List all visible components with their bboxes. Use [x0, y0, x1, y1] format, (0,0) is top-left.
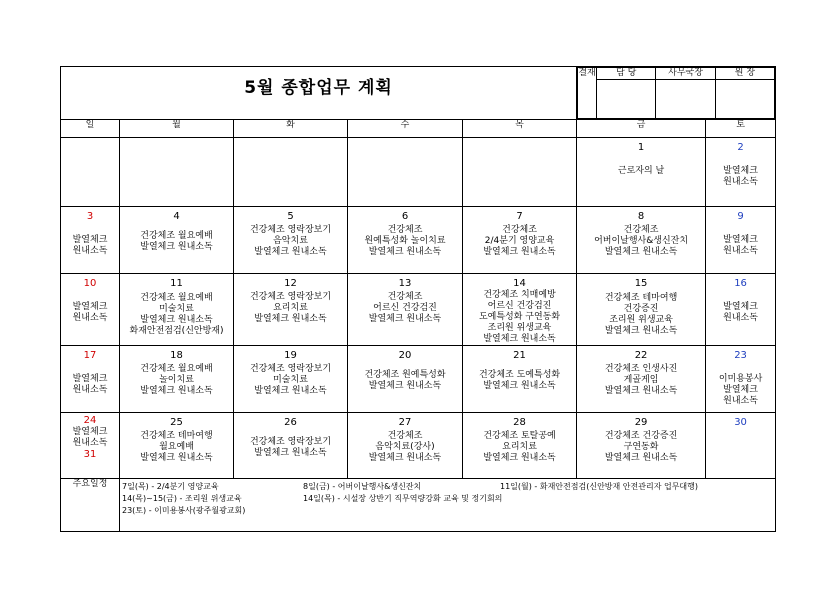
event-item: 건강체조 도예특성화 [478, 370, 561, 380]
day-number: 27 [398, 417, 412, 428]
day-number: 20 [398, 350, 412, 361]
day-cell-mon[interactable] [120, 207, 234, 274]
approval-sign-staff[interactable] [597, 80, 656, 119]
event-item: 건강체조 월요예배 [140, 364, 213, 374]
day-number: 18 [170, 350, 183, 361]
event-item: 원내소독 [72, 313, 108, 323]
event-item: 원내소독 [723, 246, 758, 256]
approval-role-director: 원 장 [715, 68, 774, 80]
notes-line-1 [122, 481, 775, 493]
weekday-tue: 화 [234, 120, 348, 138]
day-number: 16 [734, 278, 747, 289]
spacer [706, 362, 775, 374]
event-item: 발열체크 [723, 166, 758, 176]
event-item: 발열체크 원내소독 [254, 448, 327, 458]
weekday-thu: 목 [463, 120, 577, 138]
weekday-fri: 금 [577, 120, 706, 138]
day-cell-wed[interactable] [348, 413, 463, 479]
event-item: 원내소독 [723, 313, 758, 323]
event-item: 요리치료 [273, 303, 308, 313]
day-number: 23 [734, 350, 747, 361]
event-item: 음악치료 [273, 236, 308, 246]
day-number: 10 [83, 278, 97, 289]
event-item: 구연동화 [623, 442, 659, 452]
day-cell-mon[interactable] [120, 413, 234, 479]
event-item: 발열체크 원내소독 [140, 386, 213, 396]
event-item: 음악치료(강사) [375, 442, 435, 452]
event-item: 건강체조 테마여행 [604, 293, 678, 303]
event-item: 원내소독 [723, 177, 758, 187]
day-cell-thu[interactable] [463, 274, 577, 346]
day-cell-wed[interactable] [348, 346, 463, 413]
day-cell-sun[interactable] [61, 346, 120, 413]
notes-line-3 [122, 505, 775, 517]
day-number: 11 [170, 278, 183, 289]
event-item: 건강체조 건강증진 [604, 431, 678, 441]
event-item: 발열체크 원내소독 [368, 247, 442, 257]
day-cell-tue[interactable] [234, 138, 348, 207]
event-item: 게골게임 [623, 375, 659, 385]
day-cell-tue[interactable] [234, 413, 348, 479]
event-item: 발열체크 [72, 235, 108, 245]
calendar-week-row [61, 346, 776, 413]
event-item: 근로자의 날 [617, 166, 665, 176]
event-item: 발열체크 원내소독 [604, 386, 678, 396]
day-number: 7 [516, 211, 523, 222]
event-item: 발열체크 원내소독 [254, 247, 327, 257]
event-item: 원예특성화 놀이치료 [364, 236, 446, 246]
day-number: 13 [398, 278, 412, 289]
approval-role-staff: 담 당 [597, 68, 656, 80]
spacer [61, 290, 119, 302]
calendar-week-row [61, 138, 776, 207]
note-item: 14일(목) - 시설장 상반기 직무역량강화 교육 및 정기회의 [303, 494, 503, 503]
day-number: 15 [634, 278, 648, 289]
event-item: 2/4분기 영양교육 [484, 236, 555, 246]
calendar-week-row [61, 274, 776, 346]
day-number: 1 [637, 142, 645, 153]
weekday-header-row [61, 120, 776, 138]
event-item: 건강체조 토탈공예 [483, 431, 556, 441]
event-item: 발열체크 원내소독 [604, 453, 678, 463]
event-item: 이미용봉사 [718, 374, 763, 384]
event-item: 원내소독 [72, 385, 108, 395]
event-item: 건강증진 [623, 304, 659, 314]
event-item: 발열체크 원내소독 [604, 247, 678, 257]
spacer [577, 154, 705, 166]
notes-line-2 [122, 493, 775, 505]
event-item: 건강체조 영락장보기 [249, 225, 332, 235]
day-cell-tue[interactable] [234, 207, 348, 274]
day-cell-sat[interactable] [706, 274, 776, 346]
event-item: 발열체크 [72, 427, 108, 437]
day-cell-fri[interactable] [577, 274, 706, 346]
note-item: 8일(금) - 어버이날행사&생신잔치 [303, 482, 422, 491]
event-item: 건강체조 영락장보기 [249, 292, 332, 302]
day-cell-sun[interactable] [61, 413, 120, 479]
event-item: 건강체조 [623, 225, 659, 235]
day-number: 28 [513, 417, 526, 428]
day-cell-mon[interactable] [120, 138, 234, 207]
day-cell-thu[interactable] [463, 138, 577, 207]
event-item: 어르신 건강검진 [373, 303, 437, 313]
spacer [463, 362, 576, 370]
approval-label: 결재 [578, 68, 597, 119]
spacer [706, 154, 775, 166]
day-cell-sun[interactable] [61, 274, 120, 346]
event-item: 건강체조 인생사진 [604, 364, 678, 374]
day-cell-fri[interactable] [577, 207, 706, 274]
notes-content [120, 479, 776, 532]
notes-row [61, 479, 776, 532]
event-item: 어르신 건강검진 [487, 301, 552, 311]
note-item: 14(목)~15(금) - 조리원 위생교육 [122, 494, 242, 503]
day-cell-tue[interactable] [234, 346, 348, 413]
event-item: 발열체크 원내소독 [604, 326, 678, 336]
approval-sign-secretary-general[interactable] [656, 80, 715, 119]
monthly-calendar-table [60, 66, 776, 532]
event-item: 건강체조 [387, 225, 423, 235]
event-item: 원내소독 [723, 396, 758, 406]
event-item: 발열체크 [723, 235, 758, 245]
day-cell-thu[interactable] [463, 207, 577, 274]
day-number: 5 [287, 211, 294, 222]
event-item: 미술치료 [273, 375, 308, 385]
event-item: 건강체조 [387, 292, 423, 302]
calendar-week-row [61, 413, 776, 479]
event-item: 발열체크 원내소독 [483, 334, 556, 344]
event-item: 조리원 위생교육 [487, 323, 552, 333]
day-cell-thu[interactable] [463, 413, 577, 479]
event-item: 건강체조 영락장보기 [249, 437, 332, 447]
event-item: 월요예배 [159, 442, 194, 452]
weekday-mon: 월 [120, 120, 234, 138]
event-item: 발열체크 원내소독 [368, 381, 442, 391]
day-number: 6 [401, 211, 409, 222]
day-cell-sat[interactable] [706, 207, 776, 274]
day-cell-fri[interactable] [577, 138, 706, 207]
event-item: 미술치료 [159, 304, 194, 314]
event-item: 요리치료 [502, 442, 537, 452]
day-number-second: 31 [83, 449, 97, 460]
event-item: 발열체크 [72, 302, 108, 312]
day-cell-wed[interactable] [348, 207, 463, 274]
event-item: 도예특성화 구연동화 [478, 312, 561, 322]
day-number [61, 142, 119, 154]
event-item: 건강체조 [387, 431, 423, 441]
day-number: 26 [284, 417, 297, 428]
weekday-wed: 수 [348, 120, 463, 138]
day-number: 4 [173, 211, 180, 222]
day-cell-sat[interactable] [706, 138, 776, 207]
event-item: 발열체크 원내소독 [483, 247, 556, 257]
day-number: 8 [637, 211, 645, 222]
event-item: 발열체크 원내소독 [140, 242, 213, 252]
day-number: 24 [83, 415, 97, 426]
day-number [120, 142, 233, 154]
event-item: 발열체크 원내소독 [140, 453, 213, 463]
spacer [61, 362, 119, 374]
day-number: 17 [83, 350, 97, 361]
event-item: 발열체크 원내소독 [254, 386, 327, 396]
spacer [348, 362, 462, 370]
spacer [234, 429, 347, 437]
spacer [706, 290, 775, 302]
weekday-sun: 일 [61, 120, 120, 138]
event-item: 건강체조 치매예방 [483, 290, 556, 300]
title-cell [61, 67, 577, 120]
weekday-sat: 토 [706, 120, 776, 138]
note-item: 11일(월) - 화재안전점검(신안방재 안전관리자 업무대행) [500, 482, 699, 491]
event-item: 발열체크 [72, 374, 108, 384]
day-cell-sun[interactable] [61, 138, 120, 207]
event-item: 발열체크 원내소독 [140, 315, 213, 325]
day-number: 12 [284, 278, 297, 289]
event-item: 발열체크 [723, 385, 758, 395]
approval-box [577, 67, 776, 120]
note-item: 23(토) - 이미용봉사(광주월광교회) [122, 506, 246, 515]
day-number: 25 [170, 417, 183, 428]
day-cell-fri[interactable] [577, 346, 706, 413]
calendar-weeks [61, 138, 776, 479]
event-item: 건강체조 월요예배 [140, 231, 213, 241]
day-cell-wed[interactable] [348, 274, 463, 346]
day-cell-tue[interactable] [234, 274, 348, 346]
event-item: 원내소독 [72, 246, 108, 256]
day-number: 19 [284, 350, 297, 361]
spacer [120, 223, 233, 231]
approval-table [577, 67, 775, 119]
event-item: 건강체조 테마여행 [140, 431, 213, 441]
event-item: 놀이치료 [159, 375, 194, 385]
day-cell-sun[interactable] [61, 207, 120, 274]
spacer [61, 223, 119, 235]
event-item: 조리원 위생교육 [609, 315, 673, 325]
day-cell-mon[interactable] [120, 274, 234, 346]
day-number: 22 [634, 350, 648, 361]
monthly-plan-sheet [60, 66, 775, 532]
day-number [234, 142, 347, 154]
approval-role-secretary-general: 사무국장 [656, 68, 715, 80]
event-item: 건강체조 영락장보기 [249, 364, 332, 374]
day-number: 9 [737, 211, 744, 222]
day-cell-fri[interactable] [577, 413, 706, 479]
day-cell-thu[interactable] [463, 346, 577, 413]
event-item: 화재안전점검(신안방재) [129, 326, 224, 336]
event-item: 발열체크 [723, 302, 758, 312]
day-cell-mon[interactable] [120, 346, 234, 413]
page-title: 5월 종합업무 계획 [244, 78, 393, 98]
event-item: 발열체크 원내소독 [368, 453, 442, 463]
day-cell-sat[interactable] [706, 346, 776, 413]
day-number: 30 [734, 417, 747, 428]
event-item: 원내소독 [72, 438, 108, 448]
event-item: 발열체크 원내소독 [483, 453, 556, 463]
approval-sign-director[interactable] [715, 80, 774, 119]
day-number: 21 [513, 350, 526, 361]
day-number [348, 142, 462, 154]
event-item: 건강체조 원예특성화 [364, 370, 446, 380]
day-cell-sat[interactable] [706, 413, 776, 479]
event-item: 발열체크 원내소독 [254, 314, 327, 324]
event-item: 건강체조 월요예배 [140, 293, 213, 303]
event-item: 건강체조 [502, 225, 537, 235]
event-item: 어버이날행사&생신잔치 [594, 236, 689, 246]
day-number: 14 [513, 278, 526, 289]
day-number: 3 [86, 211, 94, 222]
day-number [463, 142, 576, 154]
note-item: 7일(목) - 2/4분기 영양교육 [122, 482, 219, 491]
event-item: 발열체크 원내소독 [483, 381, 556, 391]
calendar-week-row [61, 207, 776, 274]
day-cell-wed[interactable] [348, 138, 463, 207]
event-item: 발열체크 원내소독 [368, 314, 442, 324]
notes-label: 주요일정 [61, 479, 120, 532]
day-number: 2 [737, 142, 744, 153]
day-number: 29 [634, 417, 648, 428]
spacer [706, 223, 775, 235]
